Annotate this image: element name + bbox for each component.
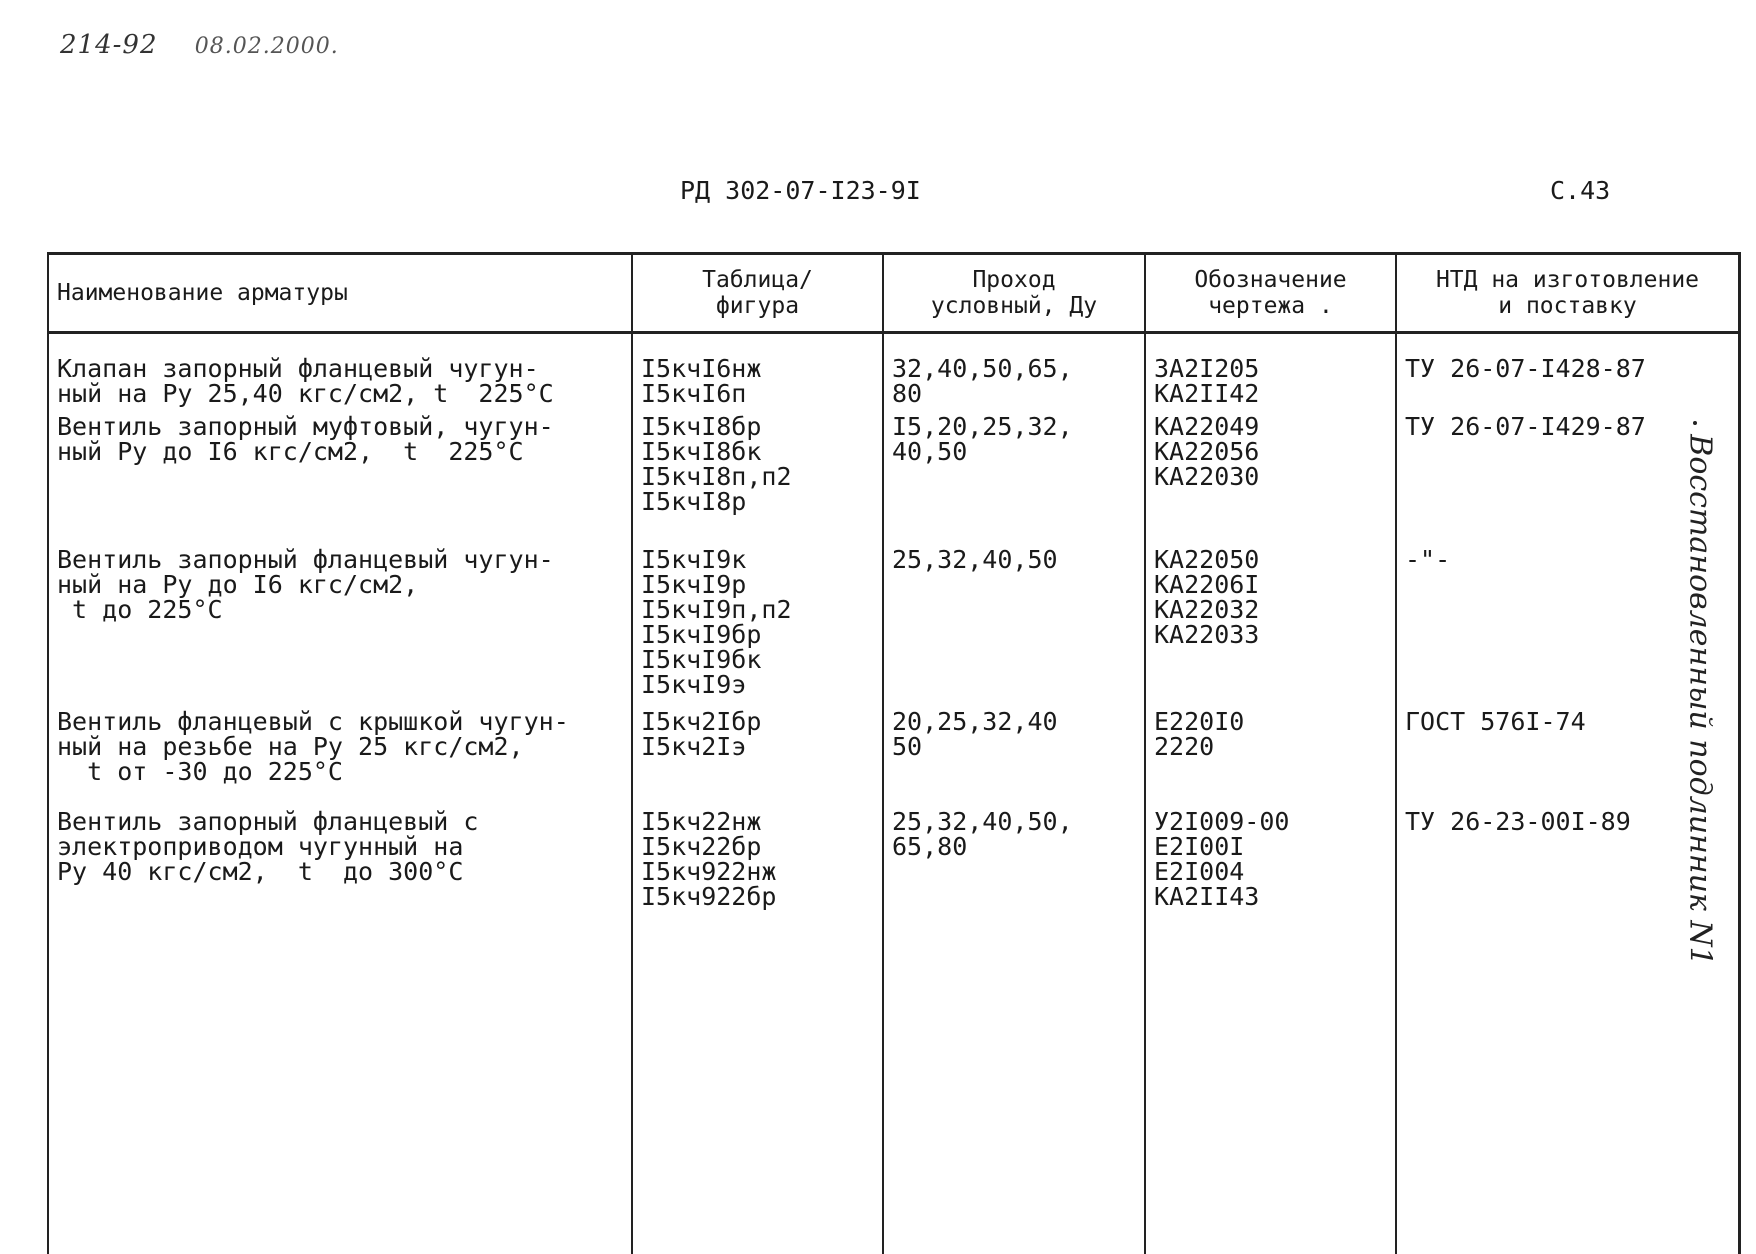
cell-nominal-diameter: 25,32,40,50, 65,80 xyxy=(883,809,1145,1254)
header-designation: Обозначение чертежа . xyxy=(1145,254,1396,333)
cell-designation: КА22050 КА2206I КА22032 КА22033 xyxy=(1145,547,1396,709)
page-number: С.43 xyxy=(1550,176,1611,205)
cell-name: Вентиль запорный фланцевый чугун- ный на Ру до I6 кгс/см2, t до 225°С xyxy=(48,547,632,709)
header-figure: Таблица/ фигура xyxy=(632,254,883,333)
cell-ntd: ТУ 26-23-00I-89 xyxy=(1396,809,1740,1254)
table-header-row xyxy=(48,254,1740,333)
cell-ntd: -"- xyxy=(1396,547,1740,709)
cell-nominal-diameter: 20,25,32,40 50 xyxy=(883,709,1145,809)
cell-ntd: ГОСТ 576I-74 xyxy=(1396,709,1740,809)
table-row xyxy=(48,809,1740,1254)
cell-ntd: ТУ 26-07-I428-87 xyxy=(1396,333,1740,415)
cell-nominal-diameter: I5,20,25,32, 40,50 xyxy=(883,414,1145,547)
header-name: Наименование арматуры xyxy=(48,254,632,333)
cell-figure: I5кч22нж I5кч22бр I5кч922нж I5кч922бр xyxy=(632,809,883,1254)
cell-figure: I5кчI9к I5кчI9р I5кчI9п,п2 I5кчI9бр I5кчI9бк I5кчI9э xyxy=(632,547,883,709)
header-nominal-diameter: Проход условный, Ду xyxy=(883,254,1145,333)
cell-designation: ЗА2I205 КА2II42 xyxy=(1145,333,1396,415)
cell-nominal-diameter: 25,32,40,50 xyxy=(883,547,1145,709)
table-row xyxy=(48,547,1740,709)
cell-nominal-diameter: 32,40,50,65, 80 xyxy=(883,333,1145,415)
header-ntd: НТД на изготовление и поставку xyxy=(1396,254,1740,333)
cell-designation: Е220I0 2220 xyxy=(1145,709,1396,809)
cell-designation: У2I009-00 Е2I00I Е2I004 КА2II43 xyxy=(1145,809,1396,1254)
document-number: РД 302-07-I23-9I xyxy=(680,176,921,205)
cell-figure: I5кчI6нж I5кчI6п xyxy=(632,333,883,415)
cell-name: Вентиль фланцевый с крышкой чугун- ный на резьбе на Ру 25 кгс/см2, t от -30 до 225°С xyxy=(48,709,632,809)
table-row xyxy=(48,414,1740,547)
handwritten-note xyxy=(60,30,339,60)
cell-figure: I5кчI8бр I5кчI8бк I5кчI8п,п2 I5кчI8р xyxy=(632,414,883,547)
cell-name: Вентиль запорный муфтовый, чугун- ный Ру до I6 кгс/см2, t 225°С xyxy=(48,414,632,547)
fittings-table xyxy=(47,252,1741,1254)
side-note: Восстановленный подлинник N1 xyxy=(1682,434,1718,966)
cell-designation: КА22049 КА22056 КА22030 xyxy=(1145,414,1396,547)
cell-name: Клапан запорный фланцевый чугун- ный на Ру 25,40 кгс/см2, t 225°С xyxy=(48,333,632,415)
handwritten-date: 08.02.2000. xyxy=(194,34,339,59)
cell-ntd: ТУ 26-07-I429-87 xyxy=(1396,414,1740,547)
handwritten-number: 214-92 xyxy=(60,30,158,60)
cell-figure: I5кч2Iбр I5кч2Iэ xyxy=(632,709,883,809)
table-row xyxy=(48,333,1740,415)
table-row xyxy=(48,709,1740,809)
cell-name: Вентиль запорный фланцевый с электроприводом чугунный на Ру 40 кгс/см2, t до 300°С xyxy=(48,809,632,1254)
